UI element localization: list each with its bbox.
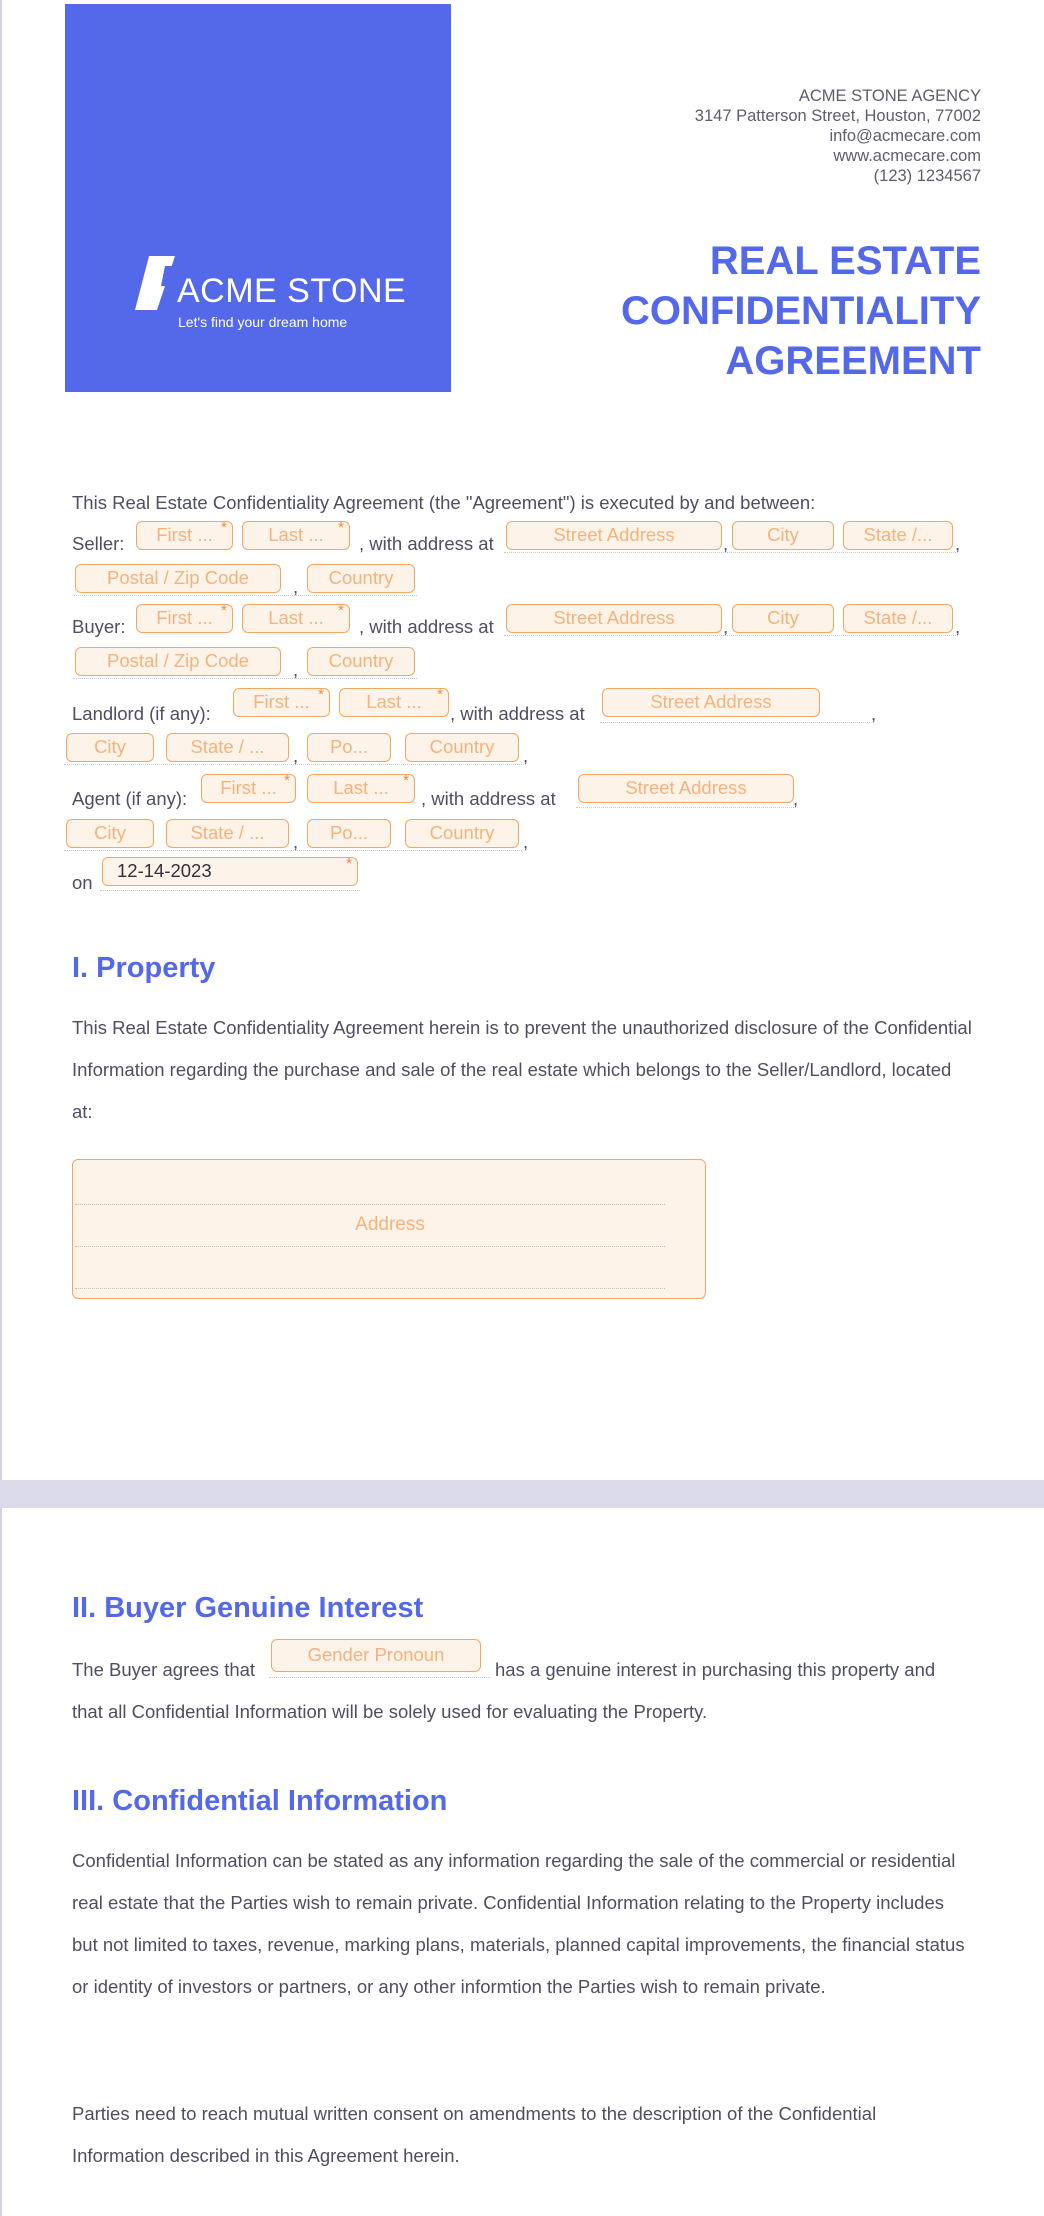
field-underline [576, 807, 794, 808]
comma: , [723, 616, 729, 637]
buyer-state-field[interactable]: State /... [843, 604, 953, 633]
field-underline [504, 635, 956, 636]
buyer-last-name-field[interactable]: Last ... * [242, 604, 350, 633]
confidential-paragraph-1: Confidential Information can be stated as any information regarding the sale of the commercial or residential real estate that the Parties wish to remain private. Confidential Information relating to the Property includes but not limited to taxes, revenue, marking plans, materials, planned capital improvements, the financial status or identity of investors or partners, or any other informtion the Parties wish to remain private. [72, 1850, 965, 1997]
property-paragraph: This Real Estate Confidentiality Agreement herein is to prevent the unauthorized disclosure of the Confidential Information regarding the purchase and sale of the real estate which belongs to the Seller/Landlord, located at: [72, 1017, 972, 1122]
title-line: CONFIDENTIALITY [621, 289, 981, 333]
logo-block [65, 4, 451, 392]
comma: , [523, 831, 529, 852]
comma: , [793, 788, 799, 809]
document-page-2 [0, 1508, 1044, 2216]
field-underline [73, 678, 417, 679]
with-address-text: , with address at [421, 788, 556, 809]
title-line: REAL ESTATE [709, 239, 981, 283]
agent-street-field[interactable]: Street Address [578, 774, 794, 803]
address-line [75, 1204, 665, 1205]
landlord-label: Landlord (if any): [72, 703, 211, 724]
agent-city-field[interactable]: City [66, 819, 154, 848]
comma: , [293, 831, 299, 852]
landlord-state-field[interactable]: State / ... [166, 733, 289, 762]
agency-address: 3147 Patterson Street, Houston, 77002 [694, 107, 981, 125]
logo-name: ACME STONE [177, 272, 407, 310]
landlord-first-name-field[interactable]: First ... * [233, 688, 330, 717]
buyer-label: Buyer: [72, 616, 126, 637]
with-address-text: , with address at [450, 703, 585, 724]
section-heading-confidential-information: III. Confidential Information [72, 1785, 448, 1817]
agency-name: ACME STONE AGENCY [798, 87, 981, 105]
on-label: on [72, 872, 93, 893]
comma: , [723, 533, 729, 554]
comma: , [523, 745, 529, 766]
gender-pronoun-field[interactable]: Gender Pronoun [271, 1639, 481, 1672]
with-address-text: , with address at [359, 616, 494, 637]
comma: , [293, 745, 299, 766]
section-heading-property: I. Property [72, 952, 216, 984]
landlord-city-field[interactable]: City [66, 733, 154, 762]
landlord-street-field[interactable]: Street Address [602, 688, 820, 717]
agent-postal-field[interactable]: Po... [307, 819, 391, 848]
seller-street-field[interactable]: Street Address [506, 521, 722, 550]
field-underline [64, 764, 522, 765]
seller-label: Seller: [72, 533, 125, 554]
buyer-city-field[interactable]: City [732, 604, 834, 633]
field-underline [504, 552, 956, 553]
field-underline [73, 595, 417, 596]
agency-email: info@acmecare.com [829, 127, 981, 145]
buyer-street-field[interactable]: Street Address [506, 604, 722, 633]
seller-first-name-field[interactable]: First ... * [136, 521, 233, 550]
seller-city-field[interactable]: City [732, 521, 834, 550]
seller-last-name-field[interactable]: Last ... * [242, 521, 350, 550]
document-title [461, 236, 981, 386]
buyer-interest-text-after: has a genuine interest in purchasing this property and [495, 1659, 936, 1680]
comma: , [293, 576, 299, 597]
field-underline [100, 890, 360, 891]
landlord-postal-field[interactable]: Po... [307, 733, 391, 762]
seller-country-field[interactable]: Country [307, 564, 415, 593]
agent-first-name-field[interactable]: First ... * [201, 774, 296, 803]
agreement-date-field[interactable]: 12-14-2023 * [102, 857, 358, 886]
address-line [75, 1246, 665, 1247]
with-address-text: , with address at [359, 533, 494, 554]
landlord-last-name-field[interactable]: Last ... * [339, 688, 449, 717]
field-underline [269, 1677, 491, 1678]
comma: , [293, 659, 299, 680]
seller-state-field[interactable]: State /... [843, 521, 953, 550]
landlord-country-field[interactable]: Country [405, 733, 519, 762]
intro-text: This Real Estate Confidentiality Agreement (the "Agreement") is executed by and between: [72, 492, 816, 513]
field-underline [600, 722, 870, 723]
buyer-interest-text-line2: that all Confidential Information will be solely used for evaluating the Property. [72, 1701, 708, 1722]
address-placeholder: Address [355, 1214, 425, 1235]
agency-website: www.acmecare.com [833, 147, 981, 165]
agent-last-name-field[interactable]: Last ... * [307, 774, 415, 803]
address-line [75, 1288, 665, 1289]
logo-tagline: Let's find your dream home [178, 314, 348, 330]
agent-country-field[interactable]: Country [405, 819, 519, 848]
comma: , [955, 616, 961, 637]
agent-label: Agent (if any): [72, 788, 188, 809]
agency-phone: (123) 1234567 [873, 167, 981, 185]
seller-postal-field[interactable]: Postal / Zip Code [75, 564, 281, 593]
buyer-country-field[interactable]: Country [307, 647, 415, 676]
buyer-first-name-field[interactable]: First ... * [136, 604, 233, 633]
buyer-postal-field[interactable]: Postal / Zip Code [75, 647, 281, 676]
section-heading-buyer-interest: II. Buyer Genuine Interest [72, 1592, 424, 1624]
house-logo-icon [135, 256, 181, 310]
property-address-field[interactable] [72, 1159, 706, 1299]
field-underline [64, 850, 522, 851]
agency-contact [695, 86, 981, 186]
title-line: AGREEMENT [725, 339, 981, 383]
agent-state-field[interactable]: State / ... [166, 819, 289, 848]
comma: , [871, 703, 877, 724]
confidential-paragraph-2: Parties need to reach mutual written consent on amendments to the description of the Confidential Information described in this Agreement herein. [72, 2103, 877, 2166]
buyer-interest-text-before: The Buyer agrees that [72, 1659, 256, 1680]
comma: , [955, 533, 961, 554]
